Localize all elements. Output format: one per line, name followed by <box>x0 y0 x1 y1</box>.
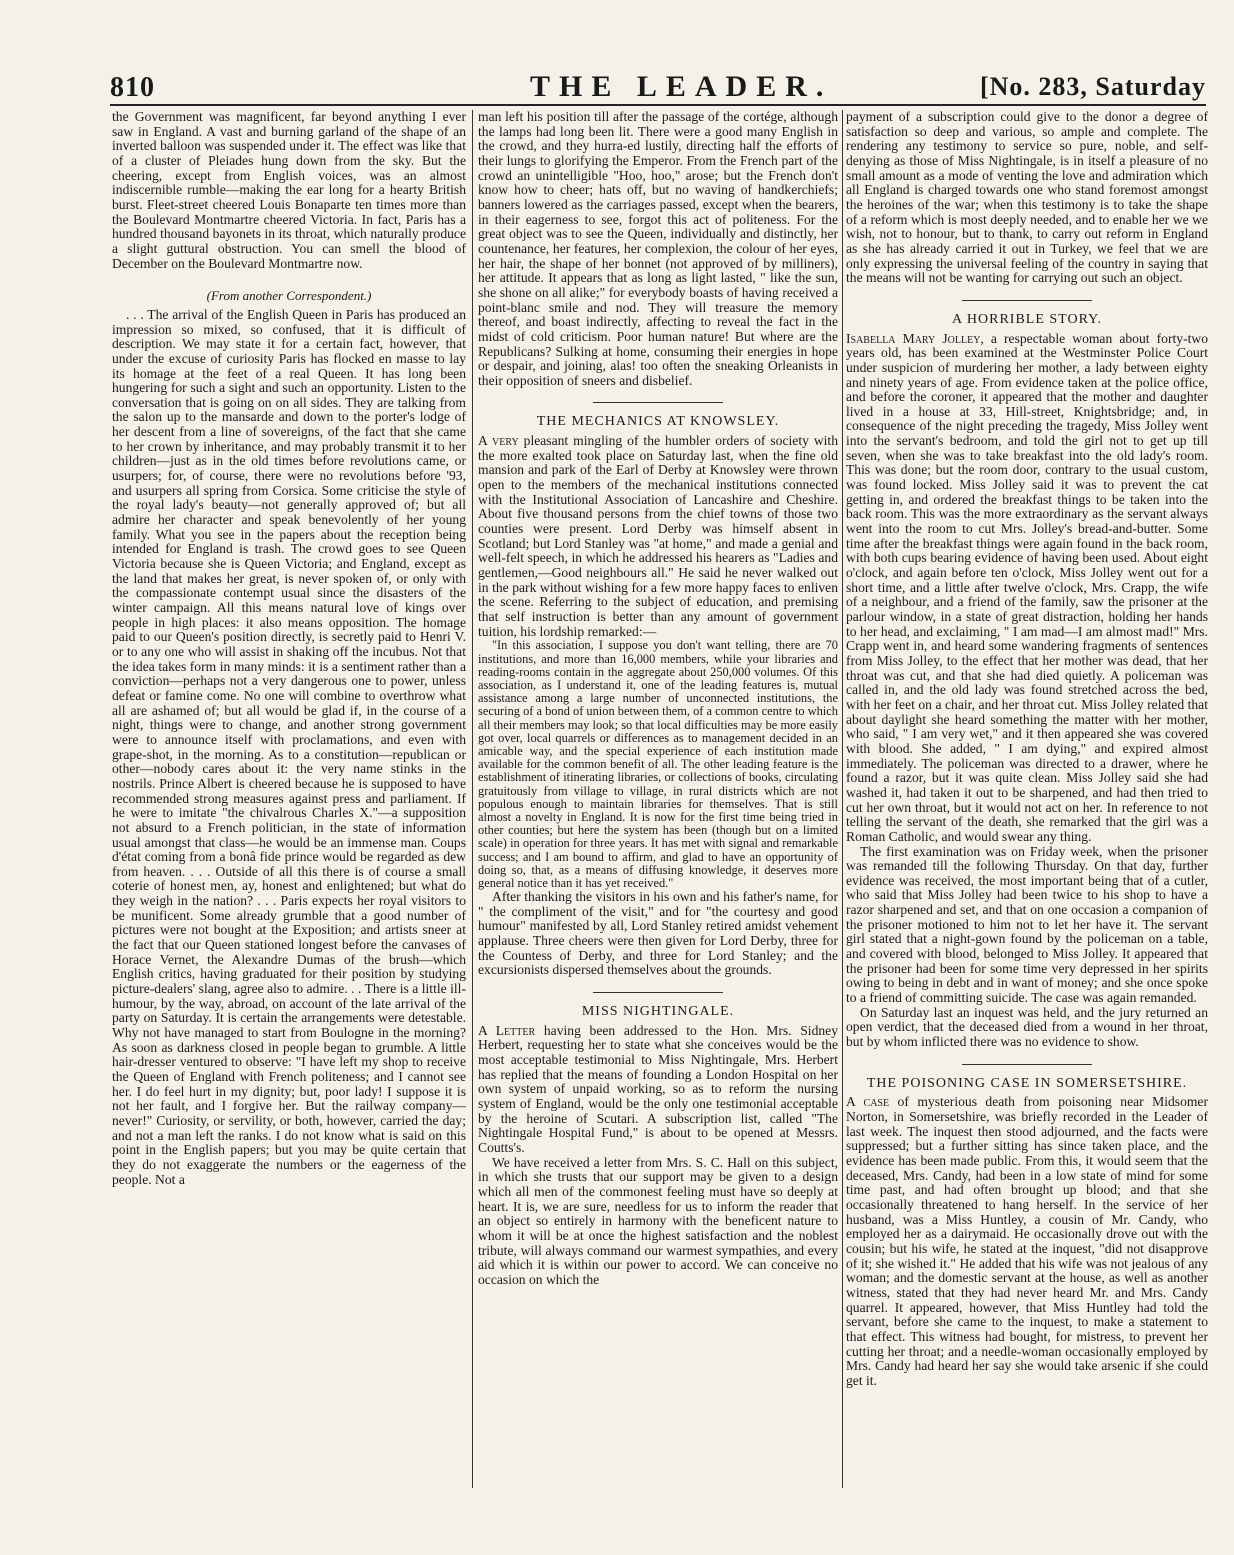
section-rule <box>962 1064 1092 1065</box>
paragraph: the Government was magnificent, far beyond anything I ever saw in England. A vast and burning garland of the shape of an inverted balloon was suspended under it. The effect was like that of a cluster of Pleiades hung down from the sky. But the cheering, except from English voices, was an almost indiscernible rumble—making the ear long for a hearty British burst. Fleet-street cheered Louis Bonaparte ten times more than the Boulevard Montmartre cheered Victoria. In fact, Paris has a hundred thousand bayonets in its throat, which naturally produce a slight guttural obstruction. You can smell the blood of December on the Boulevard Montmartre now. <box>112 110 466 271</box>
paragraph-text: of mysterious death from poisoning near Midsomer Norton, in Somersetshire, was briefly recorded in the Leader of last week. The inquest then stood adjourned, and the facts were suppressed; but a further sitting has since taken place, and the evidence has been made public. From this, it would seem that the deceased, Mrs. Candy, had been in a low state of mind for some time past, and had often brought up blood; and that she occasionally threatened to hang herself. In the service of her husband, was a Miss Huntley, a cousin of Mr. Candy, who employed her as a dairymaid. He occasionally drove out with the cousin; but his wife, he stated at the inquest, "did not disapprove of it; she wished it." He added that his wife was not jealous of any woman; and the domestic servant at the house, as well as another witness, stated that they had never heard Mr. and Mrs. Candy quarrel. It appeared, however, that Miss Huntley had told the servant, before she came to the inquest, to make a statement to that effect. This witness had bought, for mistress, to prevent her cutting her throat; and a needle-woman occasionally employed by Mrs. Candy had heard her say she would take arsenic if she could get it. <box>846 1094 1208 1388</box>
lead-in: A case <box>846 1094 890 1110</box>
page-number: 810 <box>110 72 155 103</box>
article-heading: MISS NIGHTINGALE. <box>581 1004 735 1020</box>
article-heading: A HORRIBLE STORY. <box>952 311 1102 327</box>
section-rule <box>593 402 723 403</box>
paragraph-text: pleasant mingling of the humbler orders of society with the more exalted took place on Saturday last, when the fine old mansion and park of the Earl of Derby at Knowsley were thrown open to the members of the mechanical institutions connected with the Institutional Association of Lancashire and Cheshire. About five thousand persons from the chief towns of those two counties were present. Lord Derby was himself absent in Scotland; but Lord Stanley was "at home," and made a genial and well-felt speech, in which he addressed his hearers as "Ladies and gentlemen,—Good neighbours all." He said he never walked out in the park without wishing for a few more happy faces to enliven the scene. Referring to the subject of education, and premising that self instruction is better than any amount of government tuition, his lordship remarked:— <box>478 433 838 639</box>
paragraph: man left his position till after the passage of the cortége, although the lamps had long been lit. There were a good many English in the crowd, and they hurra-ed lustily, directing half the efforts of their lungs to glorifying the Emperor. From the French part of the crowd an unintelligible "Hoo, hoo," arose; but the French don't know how to cheer; hats off, but no waving of handkerchiefs; banners lowered as the carriages passed, except when the bearers, in their eagerness to see, forgot this act of politeness. For the great object was to see the Queen, individually and distinctly, her countenance, her features, her complexion, the colour of her eyes, her hair, the shape of her bonnet (not approved of by milliners), her attitude. It appears that as long as light lasted, " like the sun, she shone on all alike;" for everybody boasts of having received a point-blanc smile and nod. They will treasure the memory thereof, and boast indirectly, affecting to reveal the fact in the midst of cold criticism. Poor human nature! But where are the Republicans? Sulking at home, consuming their energies in hope or despair, and joining, alas! too often the sneaking Orleanists in their opposition of sneers and disbelief. <box>478 110 838 388</box>
lead-in: Isabella Mary Jolley, <box>846 330 984 346</box>
lead-in: A Letter <box>478 1022 536 1038</box>
article-paragraph <box>478 434 838 639</box>
paragraph: On Saturday last an inquest was held, and the jury returned an open verdict, that the deceased died from a wound in her throat, but by whom inflicted there was no evidence to show. <box>846 1004 1208 1050</box>
article-heading: THE MECHANICS AT KNOWSLEY. <box>536 414 780 430</box>
column-divider <box>472 110 473 1488</box>
speech-quote: "In this association, I suppose you don't want telling, there are 70 institutions, and more than 16,000 members, while your libraries and reading-rooms contain in the aggregate about 250,000 volumes. Of this association, as I understand it, one of the leading features is, mutual assistance among a large number of unconnected institutions, the securing of a bond of union between them, of a common centre to which all their members may look; so that local difficulties may be more easily got over, local quarrels or differences as to management decided in an amicable way, and the special experience of each institution made available for the common benefit of all. The other leading feature is the establishment of itinerating libraries, or collections of books, circulating gratuitously from village to village, in rural districts which are not populous enough to maintain libraries for themselves. That is still almost a novelty in England. It is now for the first time being tried in other counties; but here the system has been (though but on a limited scale) in operation for three years. It has met with signal and remarkable success; and I am bound to affirm, and glad to have an opportunity of doing so, that, as a means of diffusing knowledge, it deserves more general notice than it has yet received." <box>478 638 838 890</box>
column-3 <box>846 110 1208 1495</box>
article-heading: THE POISONING CASE IN SOMERSETSHIRE. <box>866 1075 1188 1091</box>
section-rule <box>593 992 723 993</box>
issue-label: [No. 283, Saturday <box>979 72 1206 101</box>
lead-in: A very <box>478 433 519 449</box>
newspaper-title: THE LEADER. <box>530 70 833 103</box>
article-paragraph <box>846 332 1208 845</box>
article-paragraph <box>846 1095 1208 1388</box>
column-divider <box>842 110 843 1488</box>
paragraph: payment of a subscription could give to the donor a degree of satisfaction so deep and various, so ample and complete. The rendering any testimony to service so pure, noble, and self-denying as those of Miss Nightingale, is in itself a pleasure of no small amount as a mode of venting the love and admiration which all England is charged towards one who stand foremost amongst the heroines of the war; when this testimony is to take the shape of a reform which is most deeply needed, and to enable her we we wish, not to honour, but to thank, to carry out reform in England as she has already carried it out in Turkey, we feel that we are only expressing the universal feeling of the country in saying that the means will not be wanting for carrying out such an object. <box>846 110 1208 286</box>
paragraph: . . . The arrival of the English Queen in Paris has produced an impression so mixed, so confused, that it is difficult of description. We may state it for a certain fact, however, that under the excuse of curiosity Paris has flocked en masse to lay its homage at the feet of a real Queen. It has long been hungering for such a sight and such an opportunity. Listen to the conversation that is going on on all sides. They are talking from the salon up to the mansarde and down to the porter's lodge of her descent from a line of sovereigns, of the fact that she came to her crown by inheritance, and may probably transmit it to her children—just as in the old times before revolutions came, or usurpers; for, of course, there were no revolutions before '93, and usurpers all spring from Corsica. Some criticise the style of the royal lady's beauty—not generally approved of; but all admire her character and speak benevolently of her young family. What you see in the papers about the reception being intended for England is trash. The crowd goes to see Queen Victoria because she is Queen Victoria; and England, except as the land that makes her great, is never spoken of, or only with the compassionate contempt usual since the disasters of the winter campaign. All this means natural love of kings over people in high places: it also means opposition. The homage paid to our Queen's position directly, is secretly paid to Henri V. or to any one who will assist in shaking off the incubus. Not that the idea takes form in many minds: it is a sentiment rather than a conviction—perhaps not a very dangerous one to power, unless defeat or famine come. No one will combine to overthrow what all are ashamed of; but all would be glad if, in the course of a night, things were to change, and another strong government were to announce itself with proclamations, and even with grape-shot, in the morning. As to a constitution—republican or other—nobody cares about it: the very name stinks in the nostrils. Prince Albert is cheered because he is supposed to have recommended strong measures against press and parliament. If he were to imitate "the chivalrous Charles X."—a supposition not absurd to a French politician, in the state of information usual amongst that class—he would be an immense man. Coups d'état coming from a bonâ fide prince would be regarded as dew from heaven. . . . Outside of all this there is of course a small coterie of honest men, ay, honest and enlightened; but what do they weigh in the nation? . . . Paris expects her royal visitors to be munificent. Some already grumble that a good number of pictures were not bought at the Exposition; and artists sneer at the fact that our Queen stationed longest before the canvases of Horace Vernet, the Alexandre Dumas of the brush—which English critics, having graduated for their position by studying picture-dealers' slang, agree also to admire. . . There is a little ill-humour, by the way, abroad, on account of the late arrival of the party on Saturday. It is certain the arrangements were detestable. Why not have managed to start from Boulogne in the morning? As soon as darkness closed in people began to grumble. A little hair-dresser ventured to observe: "I have left my shop to receive the Queen of England with French politeness; and I cannot see her. I do feel hurt in my dignity; but, poor lady! I suppose it is not her fault, and I forgive her. But the railway company—never!" Curiosity, or servility, or both, however, carried the day; and not a man left the ranks. I do not know what is said on this point in the English papers; but you may be quite certain that they do not exaggerate the numbers or the eagerness of the people. Not a <box>112 306 466 1187</box>
paragraph-text: a respectable woman about forty-two years old, has been examined at the Westminster Police Court under suspicion of murdering her mother, a lady between eighty and ninety years of age. From evidence taken at the police office, and before the coroner, it appeared that the mother and daughter lived in a house at 33, Hill-street, Knightsbridge; and, in consequence of the night preceding the tragedy, Miss Jolley went into the servant's bedroom, and told the girl not to get up till seven, when she was to take breakfast into the old lady's room. This was done; but the room door, contrary to the usual custom, was found locked. Miss Jolley said it was to prevent the cat getting in, and ordered the breakfast things to be taken into the back room. This was the more extraordinary as the servant always went into the room to cut Mrs. Jolley's bread-and-butter. Some time after the breakfast things were again found in the back room, with both cups bearing evidence of having been used. About eight o'clock, and again before ten o'clock, Miss Jolley went out for a short time, and a little after twelve o'clock, Mrs. Crapp, the wife of a neighbour, and a friend of the family, saw the prisoner at the parlour window, in a state of great distraction, holding her hands to her head, and exclaiming, " I am mad—I am almost mad!" Mrs. Crapp went in, and heard some wandering fragments of sentences from Miss Jolley, to the effect that her mother was dead, that her throat was cut, and that she had died quietly. A policeman was called in, and the old lady was found stretched across the bed, with her feet on a chair, and her throat cut. Miss Jolley related that about daylight she heard something the matter with her mother, who said, " I am very wet," and it then appeared she was covered with blood. She added, " I am dying," and expired almost immediately. The policeman was directed to a drawer, where he found a razor, but it was quite clean. Miss Jolley said she had washed it, had taken it out to be sharpened, and had then tried to cut her own throat, but it would not act on her. In reference to not telling the servant of the death, she remarked that the girl was a Roman Catholic, and would swear any thing. <box>846 330 1208 844</box>
column-2 <box>478 110 838 1495</box>
column-1 <box>112 110 466 1495</box>
paragraph: The first examination was on Friday week, when the prisoner was remanded till the following Thursday. On that day, further evidence was received, the most important being that of a cutler, who said that Miss Jolley had been twice to his shop to have a razor sharpened and set, and that on one occasion a companion of the prisoner motioned to him not to let her have it. The servant girl stated that a night-gown found by the policeman on a table, and covered with blood, belonged to Miss Jolley. It appeared that the prisoner had been for some time very depressed in her spirits owing to being in debt and in want of money; and she once spoke to a friend of committing suicide. The case was again remanded. <box>846 843 1208 1006</box>
masthead <box>110 68 1206 104</box>
section-rule <box>962 300 1092 301</box>
paragraph-text: having been addressed to the Hon. Mrs. Sidney Herbert, requesting her to state what she conceives would be the most acceptable testimonial to Miss Nightingale, Mrs. Herbert has replied that the means of founding a London Hospital on her own system of unpaid working, so as to reform the nursing system of England, would be the only one testimonial acceptable by the heroine of Scutari. A subscription list, called "The Nightingale Hospital Fund," is about to be opened at Messrs. Coutts's. <box>478 1022 838 1156</box>
correspondent-dateline: (From another Correspondent.) <box>206 288 372 304</box>
paragraph: After thanking the visitors in his own and his father's name, for " the compliment of the visit," and for "the courtesy and good humour" manifested by all, Lord Stanley retired amidst vehement applause. Three cheers were then given for Lord Derby, three for the Countess of Derby, and three for Lord Stanley; and the excursionists dispersed themselves about the grounds. <box>478 889 838 978</box>
paragraph: We have received a letter from Mrs. S. C. Hall on this subject, in which she trusts that our support may be given to a design which all men of the commonest feeling must have so deeply at heart. It is, we are sure, needless for us to inform the reader that an object so entirely in harmony with the beneficent nature to whom it will be at once the highest satisfaction and the noblest tribute, will always command our warmest sympathies, and every aid which it is within our power to accord. We can conceive no occasion on which the <box>478 1154 838 1287</box>
article-paragraph <box>478 1024 838 1156</box>
header-rule <box>110 104 1206 106</box>
